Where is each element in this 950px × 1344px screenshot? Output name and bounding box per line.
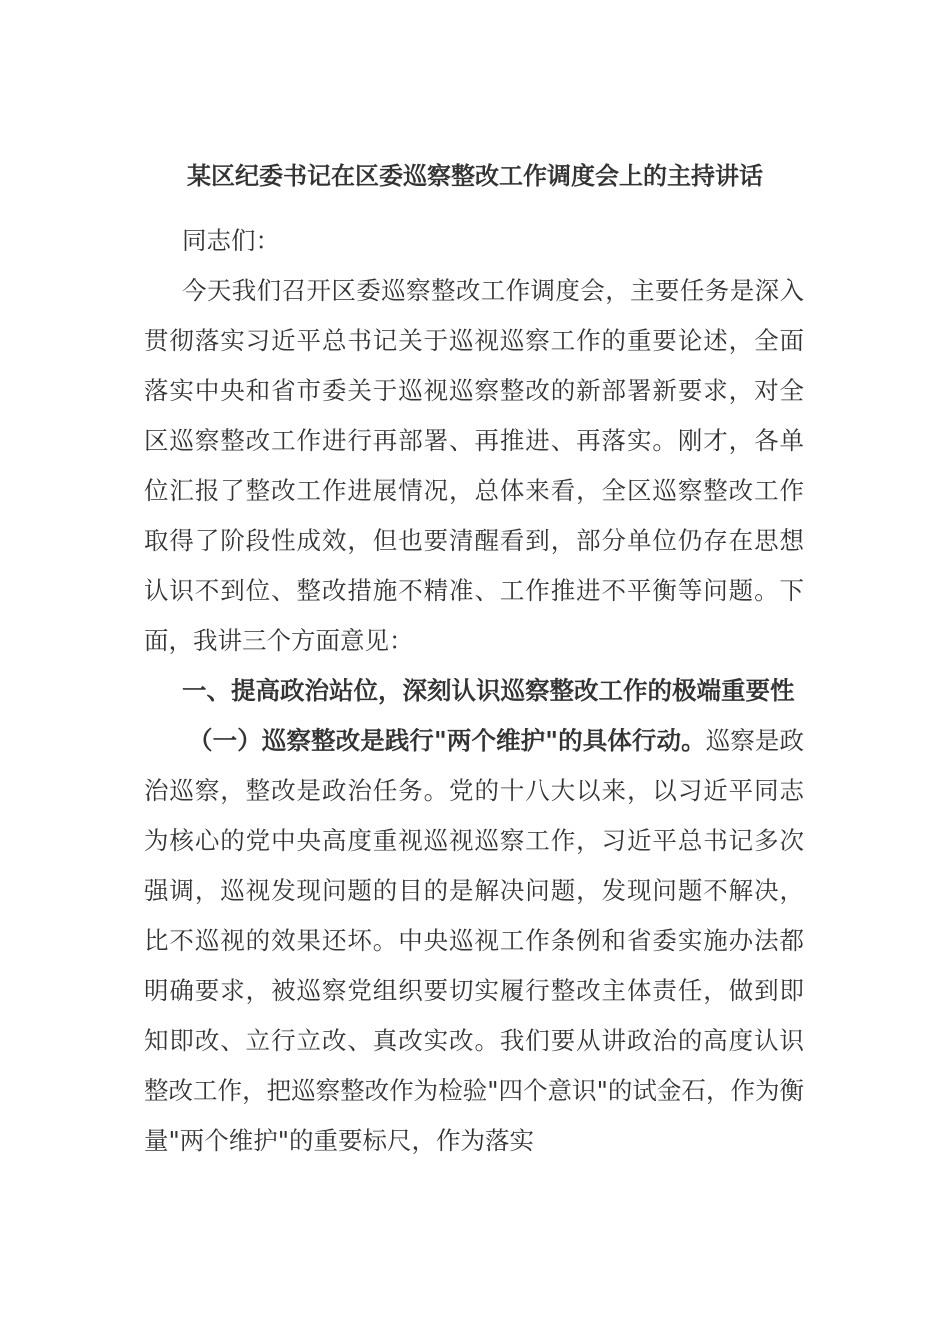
subsection-text-1-1: 巡察是政治巡察，整改是政治任务。党的十八大以来，以习近平同志为核心的党中央高度重视巡视巡察工作，习近平总书记多次强调，巡视发现问题的目的是解决问题，发现问题不解决，比不巡视的效果还坏。中央巡视工作条例和省委实施办法都明确要求，被巡察党组织要切实履行整改主体责任，做到即知即改、立行立改、真改实改。我们要从讲政治的高度认识整改工作，把巡察整改作为检验"四个意识"的试金石，作为衡量"两个维护"的重要标尺，作为落实: [144, 726, 804, 1155]
intro-paragraph: 今天我们召开区委巡察整改工作调度会，主要任务是深入贯彻落实习近平总书记关于巡视巡察工作的重要论述，全面落实中央和省市委关于巡视巡察整改的新部署新要求，对全区巡察整改工作进行再部署、再推进、再落实。刚才，各单位汇报了整改工作进展情况，总体来看，全区巡察整改工作取得了阶段性成效，但也要清醒看到，部分单位仍存在思想认识不到位、整改措施不精准、工作推进不平衡等问题。下面，我讲三个方面意见：: [144, 276, 804, 655]
subsection-heading-1-1: （一）巡察整改是践行"两个维护"的具体行动。: [188, 726, 706, 755]
subsection-paragraph-1-1: [144, 716, 804, 1166]
salutation: 同志们：: [182, 226, 280, 255]
section-heading-1: 一、提高政治站位，深刻认识巡察整改工作的极端重要性: [182, 676, 795, 705]
document-title: 某区纪委书记在区委巡察整改工作调度会上的主持讲话: [187, 162, 763, 190]
document-body: [144, 216, 804, 1166]
